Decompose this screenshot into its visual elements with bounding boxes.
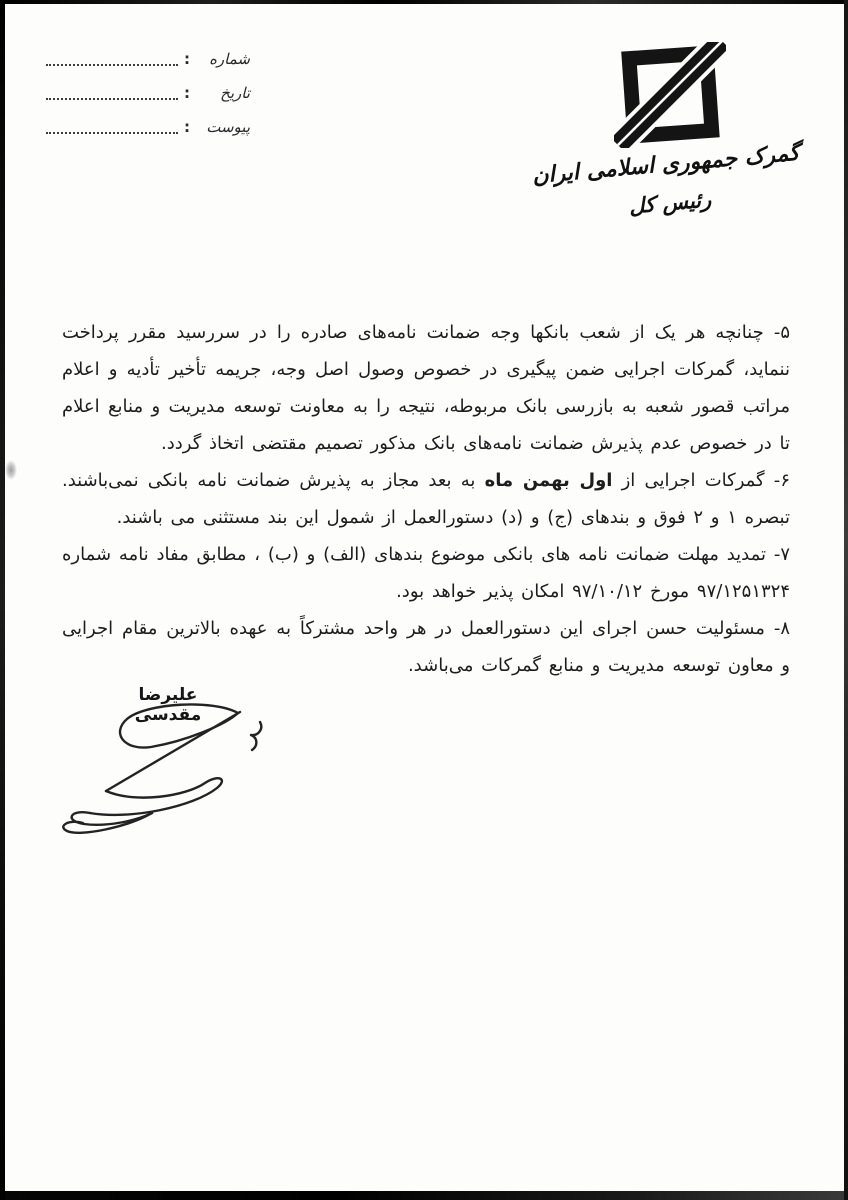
attachment-dotted-line (46, 119, 178, 134)
clause-6-text-post: به بعد مجاز به پذیرش ضمانت نامه بانکی نمی‌باشند. تبصره ۱ و ۲ فوق و بندهای (ج) و (د) دستورالعمل از شمول این بند مستثنی می باشند. (62, 470, 790, 528)
attachment-label: پیوست (206, 117, 250, 136)
letter-body (62, 314, 790, 684)
clause-6-text-pre: ۶- گمرکات اجرایی از (612, 470, 790, 491)
number-colon: : (184, 49, 190, 68)
scan-edge-right (844, 0, 848, 1200)
org-title: گمرک جمهوری اسلامی ایران (531, 140, 801, 189)
clause-6-bold-date: اول بهمن ماه (484, 470, 613, 491)
handwritten-signature-icon (48, 694, 286, 846)
scan-edge-top (0, 0, 848, 4)
org-subtitle: رئیس کل (627, 187, 713, 219)
scan-edge-left (0, 0, 5, 1200)
ref-row-attachment (46, 116, 250, 137)
ref-row-number (46, 48, 250, 69)
iran-customs-logo-icon (614, 42, 726, 148)
clause-7: ۷- تمدید مهلت ضمانت نامه های بانکی موضوع بندهای (الف) و (ب) ، مطابق مفاد نامه شماره ۹۷/۱۲۵۱۳۲۴ مورخ ۹۷/۱۰/۱۲ امکان پذیر خواهد بود. (62, 544, 790, 602)
number-dotted-line (46, 51, 178, 66)
org-header (531, 42, 801, 219)
clause-8: ۸- مسئولیت حسن اجرای این دستورالعمل در هر واحد مشترکاً به عهده بالاترین مقام اجرایی و معاون توسعه مدیریت و منابع گمرکات می‌باشد. (62, 618, 790, 676)
ref-row-date (46, 82, 250, 103)
clause-6 (62, 462, 790, 536)
number-label: شماره (209, 49, 250, 68)
clause-5: ۵- چنانچه هر یک از شعب بانکها وجه ضمانت نامه‌های صادره را در سررسید مقرر پرداخت ننماید، گمرکات اجرایی ضمن پیگیری در خصوص وصول اصل وجه، جریمه تأخیر تأدیه و اعلام مراتب قصور شعبه به بازرسی بانک مربوطه، نتیجه را به معاونت توسعه مدیریت و منابع اعلام تا در خصوص عدم پذیرش ضمانت نامه‌های بانک مذکور تصمیم مقتضی اتخاذ گردد. (62, 322, 790, 454)
signatory-name: علیرضا مقدسی (134, 685, 202, 725)
scan-smudge (5, 460, 17, 480)
date-colon: : (184, 83, 190, 102)
reference-fields (46, 48, 250, 150)
date-dotted-line (46, 85, 178, 100)
attachment-colon: : (184, 117, 190, 136)
date-label: تاریخ (220, 83, 250, 102)
scan-edge-bottom (0, 1191, 848, 1200)
